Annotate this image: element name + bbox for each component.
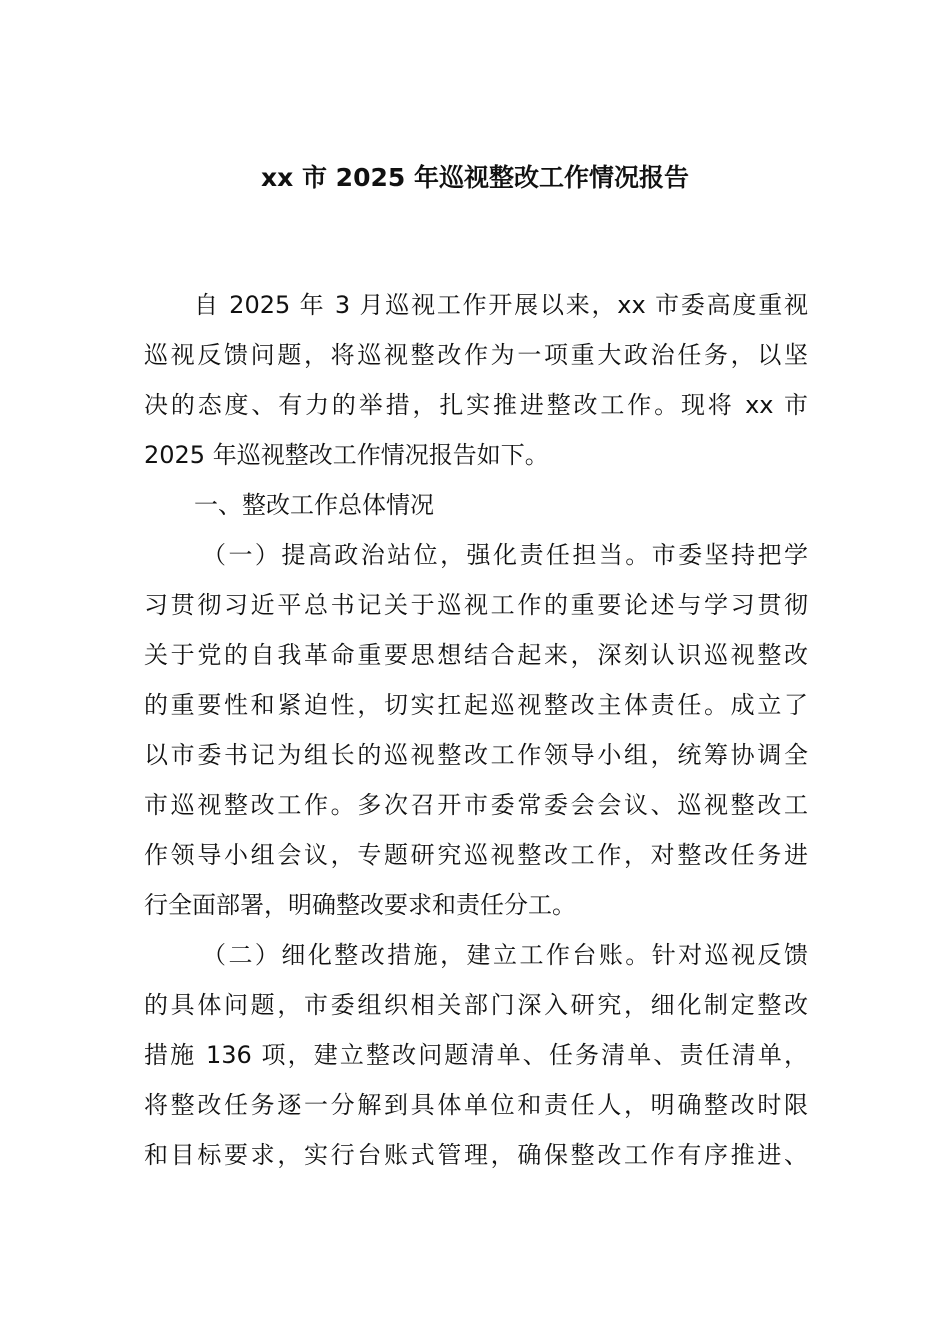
paragraph-line: 和目标要求，实行台账式管理，确保整改工作有序推进、 xyxy=(144,1141,808,1169)
paragraph-line: 巡视反馈问题，将巡视整改作为一项重大政治任务，以坚 xyxy=(144,341,808,369)
paragraph-line: 自 2025 年 3 月巡视工作开展以来，xx 市委高度重视 xyxy=(194,291,808,319)
paragraph-line: 关于党的自我革命重要思想结合起来，深刻认识巡视整改 xyxy=(144,641,808,669)
paragraph-line: （一）提高政治站位，强化责任担当。市委坚持把学 xyxy=(202,541,808,569)
paragraph-line: 2025 年巡视整改工作情况报告如下。 xyxy=(144,441,549,469)
paragraph-line: 作领导小组会议，专题研究巡视整改工作，对整改任务进 xyxy=(144,841,808,869)
paragraph-line: 行全面部署，明确整改要求和责任分工。 xyxy=(144,891,576,919)
paragraph-line: 的重要性和紧迫性，切实扛起巡视整改主体责任。成立了 xyxy=(144,691,808,719)
paragraph-line: 市巡视整改工作。多次召开市委常委会会议、巡视整改工 xyxy=(144,791,808,819)
document-title: xx 市 2025 年巡视整改工作情况报告 xyxy=(261,163,689,192)
paragraph-line: 将整改任务逐一分解到具体单位和责任人，明确整改时限 xyxy=(144,1091,808,1119)
document-body xyxy=(144,280,808,1180)
paragraph-line: 决的态度、有力的举措，扎实推进整改工作。现将 xx 市 xyxy=(144,391,808,419)
paragraph-line: 措施 136 项，建立整改问题清单、任务清单、责任清单， xyxy=(144,1041,808,1069)
paragraph-line: （二）细化整改措施，建立工作台账。针对巡视反馈 xyxy=(202,941,808,969)
paragraph-line: 习贯彻习近平总书记关于巡视工作的重要论述与学习贯彻 xyxy=(144,591,808,619)
paragraph-line: 以市委书记为组长的巡视整改工作领导小组，统筹协调全 xyxy=(144,741,808,769)
section-heading: 一、整改工作总体情况 xyxy=(194,491,434,519)
paragraph-line: 的具体问题，市委组织相关部门深入研究，细化制定整改 xyxy=(144,991,808,1019)
